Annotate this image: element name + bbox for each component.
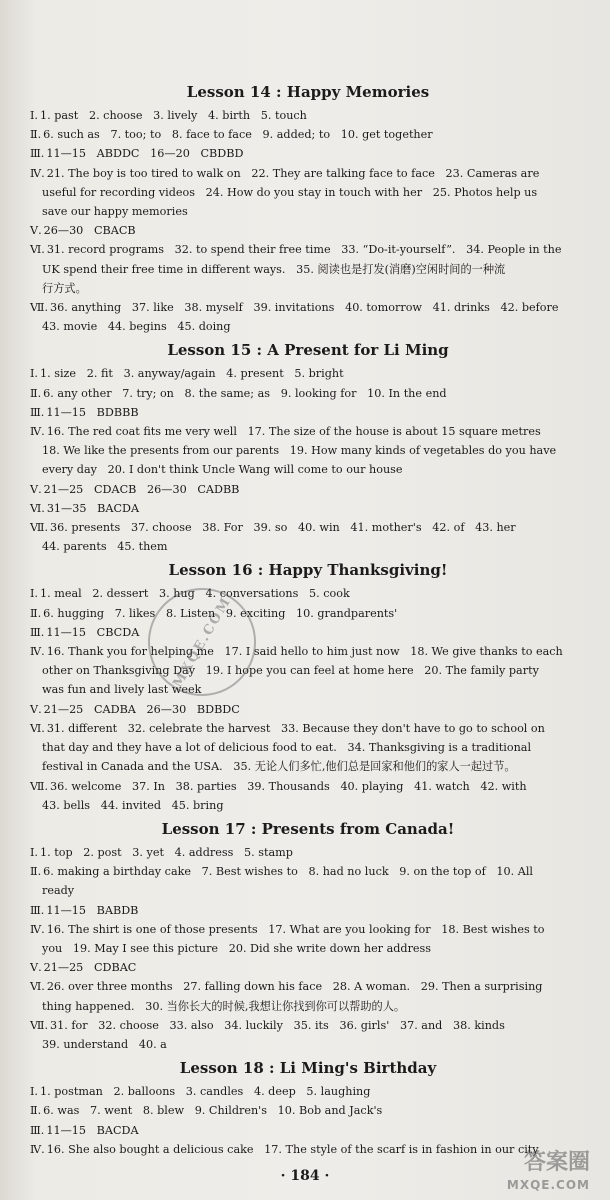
answer-text: 行方式。 xyxy=(42,281,87,295)
answer-text: 21—25 CDBAC xyxy=(43,961,137,975)
answer-text: 39. understand 40. a xyxy=(42,1037,167,1051)
watermark-stamp: MXQE.COM xyxy=(128,568,276,716)
answer-line xyxy=(30,862,586,881)
exercise-section xyxy=(30,125,586,144)
answer-text: 11—15 BDBBB xyxy=(46,405,139,419)
answer-text: useful for recording videos 24. How do you stay in touch with her 25. Photos help us xyxy=(42,185,538,199)
answer-text: 11—15 ABDDC 16—20 CBDBD xyxy=(46,147,244,161)
answer-text: 36. presents 37. choose 38. For 39. so 40. win 41. mother's 42. of 43. her xyxy=(50,521,516,535)
answer-text: 16. The red coat fits me very well 17. The size of the house is about 15 square metres xyxy=(46,425,541,439)
answer-text: 36. anything 37. like 38. myself 39. invitations 40. tomorrow 41. drinks 42. before xyxy=(50,301,559,315)
section-number: Ⅳ. xyxy=(30,166,45,180)
answer-line xyxy=(30,604,586,623)
section-number: Ⅰ. xyxy=(30,1085,38,1099)
answer-text: 1. past 2. choose 3. lively 4. birth 5. touch xyxy=(39,109,307,122)
answer-line xyxy=(30,298,586,317)
lesson-title: Lesson 16 : Happy Thanksgiving! xyxy=(168,561,448,580)
answer-text: 44. parents 45. them xyxy=(42,540,168,554)
answer-line xyxy=(30,920,586,939)
answer-text: 1. meal 2. dessert 3. hug 4. conversations 5. cook xyxy=(39,587,350,601)
answer-line xyxy=(30,164,586,183)
exercise-section xyxy=(30,1101,586,1120)
answer-text: every day 20. I don't think Uncle Wang will come to our house xyxy=(42,463,403,477)
exercise-section xyxy=(30,700,586,719)
answer-text: 31—35 BACDA xyxy=(46,501,140,515)
answer-line xyxy=(30,661,586,680)
exercise-section xyxy=(30,1082,586,1101)
section-number: Ⅲ. xyxy=(30,1123,45,1137)
answer-line xyxy=(30,642,586,661)
exercise-section xyxy=(30,719,586,777)
answer-text: 18. We like the presents from our parents 19. How many kinds of vegetables do you have xyxy=(42,444,557,458)
section-number: Ⅲ. xyxy=(30,625,45,639)
answer-text: you 19. May I see this picture 20. Did she write down her address xyxy=(42,941,432,955)
answer-line xyxy=(30,680,586,699)
watermark-logo xyxy=(470,1152,590,1192)
exercise-section xyxy=(30,862,586,900)
answer-text: 6. any other 7. try; on 8. the same; as 9. looking for 10. In the end xyxy=(43,386,447,400)
answer-line xyxy=(30,221,586,240)
lesson-title: Lesson 17 : Presents from Canada! xyxy=(161,819,455,838)
answer-line xyxy=(30,958,586,977)
answer-text: 11—15 BABDB xyxy=(46,903,139,917)
answer-text: was fun and lively last week xyxy=(42,683,202,697)
answer-text: 21—25 CDACB 26—30 CADBB xyxy=(43,482,240,496)
answer-line xyxy=(30,144,586,163)
answer-text: 1. top 2. post 3. yet 4. address 5. stamp xyxy=(39,845,293,859)
section-number: Ⅴ. xyxy=(30,482,42,496)
exercise-section xyxy=(30,480,586,499)
answer-line xyxy=(30,384,586,403)
answer-text: 21. The boy is too tired to walk on 22. They are talking face to face 23. Cameras are xyxy=(46,166,540,180)
answer-line xyxy=(30,125,586,144)
exercise-section xyxy=(30,1121,586,1140)
section-number: Ⅲ. xyxy=(30,147,45,161)
answer-line xyxy=(30,403,586,422)
section-number: Ⅶ. xyxy=(30,301,48,315)
section-number: Ⅵ. xyxy=(30,980,45,994)
answer-text: UK spend their free time in different ways. 35. 阅读也是打发(消磨)空闲时间的一种流 xyxy=(42,262,506,276)
answer-text: 31. for 32. choose 33. also 34. luckily 35. its 36. girls' 37. and 38. kinds xyxy=(50,1018,505,1032)
answer-line xyxy=(30,623,586,642)
answer-line xyxy=(30,700,586,719)
answer-line xyxy=(30,279,586,298)
answer-text: 31. different 32. celebrate the harvest 33. Because they don't have to go to school on xyxy=(46,721,545,735)
section-number: Ⅲ. xyxy=(30,903,45,917)
exercise-section xyxy=(30,584,586,603)
answer-text: ready xyxy=(42,884,75,898)
answer-line xyxy=(30,997,586,1016)
section-number: Ⅱ. xyxy=(30,386,42,400)
exercise-section xyxy=(30,164,586,222)
section-number: Ⅱ. xyxy=(30,128,42,142)
answer-line xyxy=(30,881,586,900)
section-number: Ⅲ. xyxy=(30,405,45,419)
answer-line xyxy=(30,460,586,479)
exercise-section xyxy=(30,499,586,518)
section-number: Ⅱ. xyxy=(30,865,42,879)
answer-line xyxy=(30,757,586,776)
section-number: Ⅱ. xyxy=(30,606,42,620)
answer-line xyxy=(30,537,586,556)
lesson-title: Lesson 18 : Li Ming's Birthday xyxy=(179,1059,437,1078)
exercise-section xyxy=(30,642,586,700)
section-number: Ⅰ. xyxy=(30,587,38,601)
answer-text: 11—15 CBCDA xyxy=(46,625,140,639)
section-number: Ⅰ. xyxy=(30,845,38,859)
answer-line xyxy=(30,1016,586,1035)
exercise-section xyxy=(30,240,586,298)
section-number: Ⅶ. xyxy=(30,779,48,793)
answer-line xyxy=(30,1082,586,1101)
exercise-section xyxy=(30,604,586,623)
answer-line xyxy=(30,364,586,383)
answer-text: save our happy memories xyxy=(42,205,188,219)
exercise-section xyxy=(30,958,586,977)
answer-line xyxy=(30,738,586,757)
exercise-section xyxy=(30,623,586,642)
answer-line xyxy=(30,796,586,815)
section-number: Ⅳ. xyxy=(30,645,45,659)
answer-text: other on Thanksgiving Day 19. I hope you can feel at home here 20. The family party xyxy=(42,664,539,678)
answer-text: 6. hugging 7. likes 8. Listen 9. exciting 10. grandparents' xyxy=(43,606,398,620)
section-number: Ⅶ. xyxy=(30,521,48,535)
exercise-section xyxy=(30,364,586,383)
section-number: Ⅱ. xyxy=(30,1104,42,1118)
answer-line xyxy=(30,317,586,336)
exercise-section xyxy=(30,843,586,862)
answer-line xyxy=(30,901,586,920)
section-number: Ⅰ. xyxy=(30,367,38,381)
watermark-logo-main: 答案圈 xyxy=(523,1150,590,1175)
answer-line xyxy=(30,183,586,202)
exercise-section xyxy=(30,298,586,336)
answer-text: thing happened. 30. 当你长大的时候,我想让你找到你可以帮助的人。 xyxy=(42,999,406,1013)
exercise-section xyxy=(30,977,586,1015)
answer-line xyxy=(30,777,586,796)
answer-text: festival in Canada and the USA. 35. 无论人们多忙,他们总是回家和他们的家人一起过节。 xyxy=(42,760,516,774)
answer-text: 26—30 CBACB xyxy=(43,224,136,238)
answer-text: 6. was 7. went 8. blew 9. Children's 10. Bob and Jack's xyxy=(43,1104,383,1118)
exercise-section xyxy=(30,144,586,163)
section-number: Ⅴ. xyxy=(30,224,42,238)
answer-text: 1. postman 2. balloons 3. candles 4. deep 5. laughing xyxy=(39,1085,371,1099)
answer-text: 43. bells 44. invited 45. bring xyxy=(42,798,224,812)
section-number: Ⅳ. xyxy=(30,1142,45,1156)
exercise-section xyxy=(30,403,586,422)
answer-text: 16. The shirt is one of those presents 17. What are you looking for 18. Best wishes to xyxy=(46,922,545,936)
exercise-section xyxy=(30,777,586,815)
answer-line xyxy=(30,422,586,441)
section-number: Ⅰ. xyxy=(30,109,38,122)
section-number: Ⅶ. xyxy=(30,1018,48,1032)
answer-text: 16. Thank you for helping me 17. I said hello to him just now 18. We give thanks to each xyxy=(46,645,563,659)
answer-line xyxy=(30,441,586,460)
answer-line xyxy=(30,1035,586,1054)
lesson-title: Lesson 14 : Happy Memories xyxy=(186,83,430,101)
lesson-title: Lesson 15 : A Present for Li Ming xyxy=(167,341,449,360)
answer-line xyxy=(30,1101,586,1120)
answer-text: 1. size 2. fit 3. anyway/again 4. present 5. bright xyxy=(39,367,344,381)
answer-line xyxy=(30,240,586,259)
answer-text: 43. movie 44. begins 45. doing xyxy=(42,320,231,334)
exercise-section xyxy=(30,384,586,403)
answer-line xyxy=(30,518,586,537)
section-number: Ⅳ. xyxy=(30,922,45,936)
section-number: Ⅴ. xyxy=(30,961,42,975)
section-number: Ⅳ. xyxy=(30,425,45,439)
section-number: Ⅵ. xyxy=(30,721,45,735)
answer-line xyxy=(30,480,586,499)
exercise-section xyxy=(30,518,586,556)
section-number: Ⅵ. xyxy=(30,243,45,257)
answer-text: 11—15 BACDA xyxy=(46,1123,139,1137)
answer-line xyxy=(30,977,586,996)
answer-line xyxy=(30,202,586,221)
section-number: Ⅵ. xyxy=(30,501,45,515)
answer-line xyxy=(30,584,586,603)
answer-line xyxy=(30,939,586,958)
answer-text: 36. welcome 37. In 38. parties 39. Thousands 40. playing 41. watch 42. with xyxy=(50,779,527,793)
answer-line xyxy=(30,106,586,125)
answer-text: 6. making a birthday cake 7. Best wishes to 8. had no luck 9. on the top of 10. All xyxy=(43,865,533,879)
answer-line xyxy=(30,260,586,279)
exercise-section xyxy=(30,920,586,958)
exercise-section xyxy=(30,106,586,125)
answer-text: 16. She also bought a delicious cake 17. The style of the scarf is in fashion in our city xyxy=(46,1142,539,1156)
answer-content xyxy=(30,78,586,1159)
answer-line xyxy=(30,843,586,862)
exercise-section xyxy=(30,422,586,480)
answer-text: that day and they have a lot of delicious food to eat. 34. Thanksgiving is a traditional xyxy=(42,741,532,755)
exercise-section xyxy=(30,221,586,240)
exercise-section xyxy=(30,901,586,920)
answer-text: 31. record programs 32. to spend their free time 33. “Do-it-yourself”. 34. People in the xyxy=(46,243,562,257)
answer-line xyxy=(30,499,586,518)
answer-text: 26. over three months 27. falling down his face 28. A woman. 29. Then a surprising xyxy=(46,980,543,994)
page-number: · 184 · xyxy=(280,1168,330,1184)
answer-line xyxy=(30,719,586,738)
answer-text: 6. such as 7. too; to 8. face to face 9. added; to 10. get together xyxy=(43,128,433,142)
watermark-logo-sub: MXQE.COM xyxy=(506,1178,590,1192)
section-number: Ⅴ. xyxy=(30,702,42,716)
answer-line xyxy=(30,1121,586,1140)
answer-text: 21—25 CADBA 26—30 BDBDC xyxy=(43,702,240,716)
exercise-section xyxy=(30,1016,586,1054)
